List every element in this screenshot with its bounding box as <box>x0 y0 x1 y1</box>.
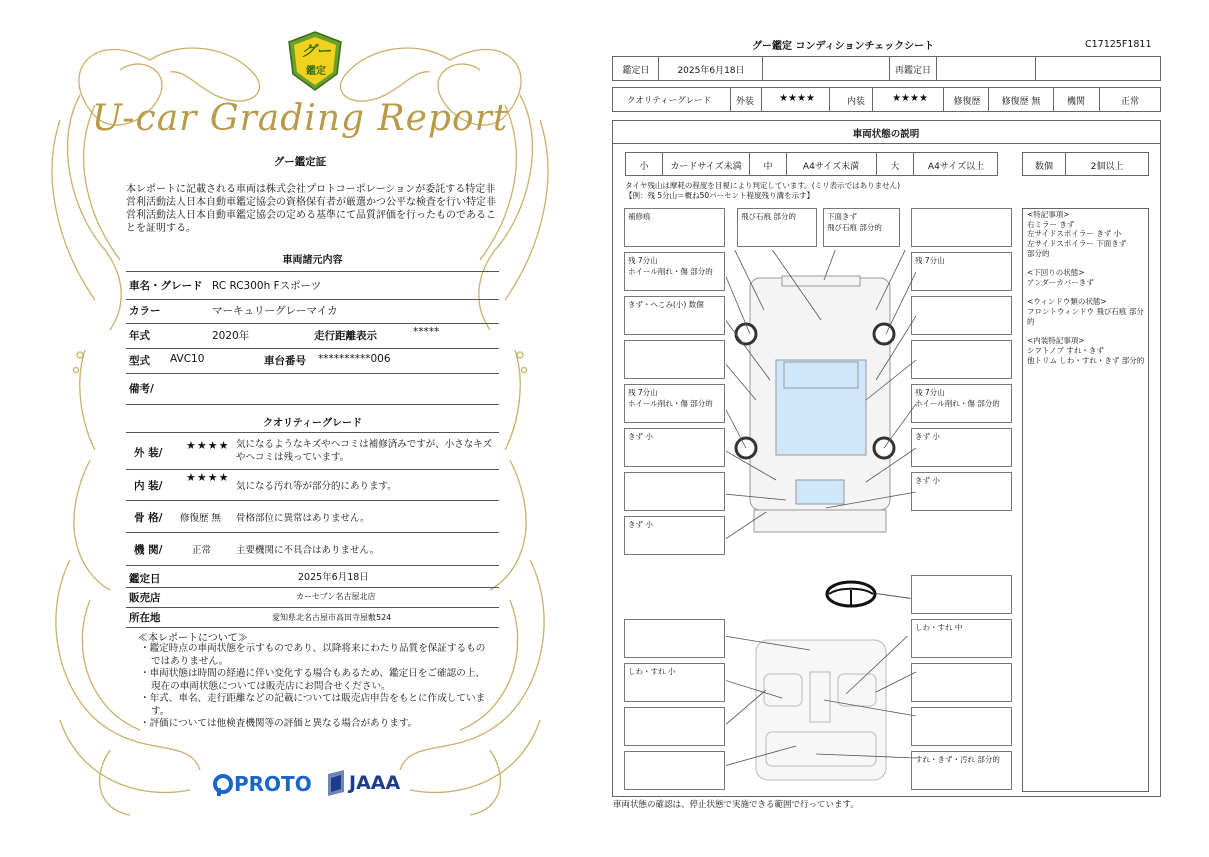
spec-row-year <box>126 323 499 349</box>
address-row <box>126 607 499 628</box>
remarks-label: 備考/ <box>129 383 154 395</box>
section-title: 車両状態の説明 <box>852 129 920 140</box>
quality-row-interior <box>126 468 499 501</box>
spec-heading: 車両諸元内容 <box>282 255 343 266</box>
proto-logo-icon <box>213 774 233 796</box>
badge-text-bottom: 鑑定 <box>306 66 326 77</box>
interior-box-right: しわ・すれ 中 <box>911 619 1012 658</box>
frame-label: 骨 格/ <box>134 512 163 524</box>
note-item: ・鑑定時点の車両状態を示すものであり、以降将来にわたり品質を保証するものではありません。 <box>140 643 486 667</box>
quality-row-frame <box>126 500 499 533</box>
engine-label: 機 関/ <box>134 544 163 556</box>
interior-box-right: すれ・きず・汚れ 部分的 <box>911 751 1012 790</box>
damage-box-left <box>624 472 725 511</box>
date-value: 2025年6月18日 <box>677 66 745 76</box>
damage-box-top: 飛び石痕 部分的 <box>737 208 817 247</box>
quality-heading: クオリティーグレード <box>263 418 362 429</box>
color-label: カラー <box>129 305 161 317</box>
size-mid: 中 <box>763 162 773 172</box>
special-notes: <特記事項> 右ミラー きず 左サイドスポイラー きず 小 左サイドスポイラー 下面きず 部分的 <下回りの状態> アンダーカバーきず <ウィンドウ類の状態> フロントウィンドウ 飛び石痕 部分的 <内装特記事項> シフトノブ すれ・きず 他トリム しわ・すれ・きず 部分的 <box>1027 210 1145 365</box>
note-item: ・評価については他検査機関等の評価と異なる場合があります。 <box>140 718 418 729</box>
frame-text: 骨格部位に異常はありません。 <box>236 513 370 524</box>
damage-box-left: きず 小 <box>624 428 725 467</box>
badge-text-top: グー <box>300 42 331 60</box>
inspection-date-value: 2025年6月18日 <box>298 572 369 583</box>
damage-box-right <box>911 340 1012 379</box>
certificate-heading: グー鑑定証 <box>273 156 327 168</box>
chassis-label: 車台番号 <box>264 355 306 367</box>
size-small: 小 <box>639 162 649 172</box>
damage-box-left: 残 7分山 ホイール削れ・傷 部分的 <box>624 384 725 423</box>
repair-value: 修復歴 無 <box>1001 97 1041 107</box>
damage-box-right: 残 7分山 ホイール削れ・傷 部分的 <box>911 384 1012 423</box>
count-legend <box>1022 152 1149 176</box>
date-label: 鑑定日 <box>622 66 650 76</box>
interior-text: 気になる汚れ等が部分的にあります。 <box>236 481 397 492</box>
damage-box-left: きず・へこみ(小) 数個 <box>624 296 725 335</box>
spec-row-remarks <box>126 373 499 405</box>
engine-value-sheet: 正常 <box>1120 97 1140 107</box>
chassis-value: **********006 <box>318 353 391 365</box>
address-value: 愛知県北名古屋市高田寺屋敷524 <box>272 613 392 622</box>
grading-certificate <box>0 0 600 857</box>
size-small-desc: カードサイズ未満 <box>670 162 742 172</box>
address-label: 所在地 <box>129 612 161 624</box>
year-value: 2020年 <box>212 330 250 342</box>
count-value: 2個以上 <box>1090 162 1124 172</box>
color-value: マーキュリーグレーマイカ <box>212 305 338 317</box>
spec-row-name <box>126 271 499 300</box>
grade-label: クオリティーグレード <box>626 96 712 106</box>
size-large-desc: A4サイズ以上 <box>927 162 985 172</box>
frame-value: 修復歴 無 <box>180 513 222 524</box>
model-value: AVC10 <box>170 353 205 365</box>
jaaa-logo-text: JAAA <box>349 772 401 794</box>
note-item: ・年式、車名、走行距離などの記載については販売店申告をもとに作成しています。 <box>140 693 486 717</box>
dealer-row <box>126 587 499 608</box>
steering-wheel-icon <box>824 579 878 609</box>
damage-box-left: きず 小 <box>624 516 725 555</box>
grade-table <box>612 87 1161 112</box>
sheet-title: グー鑑定 コンディションチェックシート <box>752 41 935 52</box>
interior-box-left: しわ・すれ 小 <box>624 663 725 702</box>
engine-text: 主要機関に不具合はありません。 <box>236 545 380 556</box>
dealer-label: 販売店 <box>129 592 161 604</box>
spec-row-model <box>126 348 499 374</box>
int-label: 内装 <box>846 97 866 107</box>
notes-heading: ≪本レポートについて≫ <box>138 633 248 644</box>
dealer-value: カーセブン名古屋北店 <box>296 592 376 601</box>
proto-logo-text: PROTO <box>234 772 312 796</box>
inspection-date-row <box>126 565 499 588</box>
jaaa-logo-icon <box>326 770 346 796</box>
mileage-label: 走行距離表示 <box>314 330 377 342</box>
damage-box-left <box>624 340 725 379</box>
notes-list <box>140 643 490 731</box>
damage-box-right: 残 7分山 <box>911 252 1012 291</box>
tire-note-1: タイヤ残山は摩耗の程度を目視により判定しています。(ミリ表示ではありません) <box>625 181 901 190</box>
interior-stars: ★★★★ <box>186 471 230 484</box>
model-label: 型式 <box>129 355 150 367</box>
certificate-intro: 本レポートに記載される車両は株式会社プロトコーポレーションが委託する特定非営利活動法人日本自動車鑑定協会の資格保有者が厳選かつ公平な検査を行い特定非営利活動法人日本自動車鑑定協会の定める基準にて品質評価を行ったものであることを証明する。 <box>126 184 496 234</box>
damage-box-right: きず 小 <box>911 472 1012 511</box>
quality-row-engine <box>126 532 499 566</box>
size-legend <box>625 152 998 176</box>
damage-box-left: 補修痕 <box>624 208 725 247</box>
interior-box-right <box>911 575 1012 614</box>
exterior-stars: ★★★★ <box>186 439 230 452</box>
spec-row-color <box>126 298 499 324</box>
interior-box-right <box>911 707 1012 746</box>
repair-label: 修復歴 <box>953 97 981 107</box>
name-value: RC RC300h Fスポーツ <box>212 280 322 292</box>
car-interior-diagram <box>726 636 916 786</box>
exterior-label: 外 装/ <box>134 447 163 459</box>
script-title: U-car Grading Report <box>91 98 509 139</box>
inspection-date-label: 鑑定日 <box>129 573 161 585</box>
damage-box-right <box>911 208 1012 247</box>
size-large: 大 <box>890 162 900 172</box>
engine-label-sheet: 機関 <box>1066 97 1086 107</box>
tire-note-2: 【例：残 5分山＝概ね50パーセント程度残り溝を示す】 <box>625 191 815 200</box>
note-item: ・車両状態は時間の経過に伴い変化する場合もあるため、鑑定日をご確認の上、現在の車両状態については販売店にお問合せください。 <box>140 668 485 692</box>
damage-box-left: 残 7分山 ホイール削れ・傷 部分的 <box>624 252 725 291</box>
interior-box-left <box>624 619 725 658</box>
name-label: 車名・グレード <box>129 280 203 292</box>
damage-box-right: きず 小 <box>911 428 1012 467</box>
year-label: 年式 <box>129 330 150 342</box>
count-label: 数個 <box>1034 162 1054 172</box>
interior-box-right <box>911 663 1012 702</box>
exterior-text: 気になるようなキズやヘコミは補修済みですが、小さなキズやヘコミは残っています。 <box>236 439 493 463</box>
car-exterior-diagram <box>726 250 916 540</box>
ext-stars: ★★★★ <box>779 93 815 104</box>
sheet-code: C17125F1811 <box>1085 39 1152 50</box>
interior-label: 内 装/ <box>134 480 163 492</box>
size-mid-desc: A4サイズ未満 <box>802 162 860 172</box>
engine-value: 正常 <box>192 545 212 556</box>
interior-box-left <box>624 751 725 790</box>
date-table <box>612 56 1161 81</box>
reinspect-label: 再鑑定日 <box>894 66 932 76</box>
sheet-footer: 車両状態の確認は、停止状態で実施できる範囲で行っています。 <box>613 800 859 810</box>
interior-box-left <box>624 707 725 746</box>
int-stars: ★★★★ <box>892 93 928 104</box>
damage-box-top: 下面きず 飛び石痕 部分的 <box>823 208 900 247</box>
damage-box-right <box>911 296 1012 335</box>
quality-row-exterior <box>126 432 499 470</box>
ext-label: 外装 <box>735 97 755 107</box>
mileage-value: ***** <box>413 326 440 338</box>
